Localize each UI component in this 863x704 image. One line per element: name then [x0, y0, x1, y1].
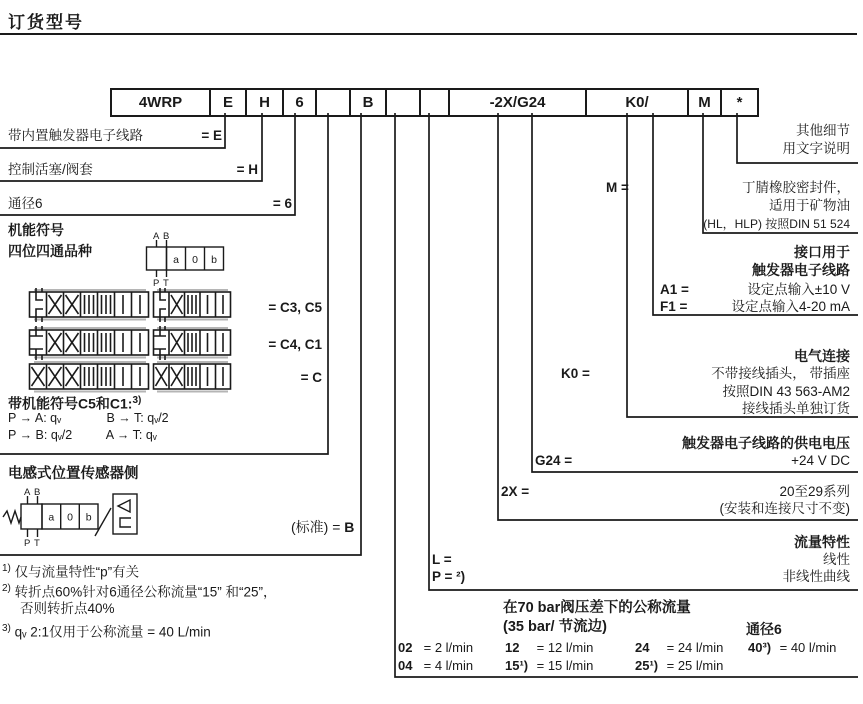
details-line1: 其他细节: [796, 123, 850, 138]
supply-heading: 触发器电子线路的供电电压: [682, 435, 850, 451]
flowtable-col4: [748, 639, 836, 657]
seals-line1: 丁腈橡胶密封件，: [742, 180, 850, 195]
flowchar-l-code: L =: [432, 552, 452, 567]
c5c1-heading-sup: 3): [132, 395, 142, 406]
code-cell-b: B: [349, 90, 385, 115]
interface-heading-2: 触发器电子线路: [752, 262, 850, 278]
seals-line3: (HL，HLP) 按照DIN 51 524: [703, 217, 850, 231]
footnote-2-text: 转折点60%针对6通径公称流量“15” 和“25”，: [14, 584, 277, 600]
code-cell-e: E: [209, 90, 245, 115]
sensor-heading: 电感式位置传感器侧: [8, 466, 139, 482]
interface-row-f1: [660, 298, 850, 316]
flow-value: = 24 l/min: [666, 640, 724, 655]
piston-label: 控制活塞/阀套: [8, 162, 93, 177]
svg-text:a: a: [173, 254, 179, 266]
flow-value: = 15 l/min: [536, 658, 594, 673]
electrical-heading: 电气连接: [794, 348, 850, 364]
electrical-line1: 不带接线插头， 带插座: [711, 366, 850, 381]
seals-line2: 适用于矿物油: [769, 198, 850, 213]
interface-a1-value: 设定点输入±10 V: [747, 282, 850, 297]
footnote-2b-text: 否则转折点40%: [20, 601, 115, 616]
interface-f1-value: 设定点输入4-20 mA: [731, 299, 850, 314]
symbols-heading-2: 四位四通品种: [8, 243, 92, 259]
code-cell-h: H: [245, 90, 282, 115]
series-line1: 20至29系列: [779, 484, 850, 499]
flow-value: = 25 l/min: [666, 658, 724, 673]
size-label: 通径6: [8, 196, 43, 211]
supply-code: G24 =: [535, 453, 573, 468]
electrical-line2: 按照DIN 43 563-AM2: [722, 384, 850, 399]
flowtable-col3: [635, 639, 723, 675]
details-line2: 用文字说明: [782, 141, 850, 156]
code-cell-type: 4WRP: [138, 94, 183, 111]
flowtable-size-heading: 通径6: [746, 621, 782, 637]
valve-symbol-row1-left: [28, 288, 151, 324]
code-cell-6: 6: [282, 90, 315, 115]
svg-text:T: T: [34, 538, 40, 548]
footnote-1-sup: 1): [2, 563, 11, 574]
footnote-2-sup: 2): [2, 583, 11, 594]
supply-value: +24 V DC: [791, 453, 850, 468]
code-cell-m: M: [687, 90, 720, 115]
valve-symbol-row3-left: [28, 360, 151, 396]
flow-code: 40³): [748, 640, 772, 655]
c5c1-r2c1: P → B: qᵥ/2: [8, 428, 73, 442]
footnote-1-text: 仅与流量特性“p”有关: [14, 564, 140, 580]
symbol-row3-value: = C: [300, 370, 322, 385]
flow-value: = 12 l/min: [536, 640, 594, 655]
svg-text:P: P: [24, 538, 31, 548]
sensor-standard-value: B: [344, 519, 355, 535]
svg-text:b: b: [211, 254, 217, 266]
electronics-label: 带内置触发器电子线路: [8, 128, 143, 143]
flowchar-p-code: P = ²): [432, 569, 466, 584]
svg-text:T: T: [163, 278, 169, 288]
row-piston: [8, 161, 258, 179]
seals-code: M =: [606, 180, 629, 195]
footnote-3-sup: 3): [2, 623, 11, 634]
piston-value: = H: [236, 162, 258, 177]
footnote-2b: [20, 600, 115, 618]
flowtable-heading-2: (35 bar/ 节流边): [503, 619, 607, 635]
electronics-value: = E: [201, 128, 222, 143]
flowtable-col2: [505, 639, 593, 675]
c5c1-r2c2: A → T: qᵥ: [105, 428, 157, 442]
svg-text:a: a: [48, 511, 55, 524]
flowtable-col1: [398, 639, 473, 675]
svg-text:A: A: [153, 231, 160, 242]
valve-symbol-row3-right: [152, 360, 232, 396]
footnote-1: [2, 560, 139, 582]
code-cell-star: *: [720, 90, 757, 115]
flow-code: 24: [635, 640, 650, 655]
series-line2: (安装和连接尺寸不变): [719, 501, 850, 516]
symbol-row2-value: = C4, C1: [268, 337, 322, 352]
code-cell-2xg24: -2X/G24: [448, 90, 585, 115]
flowchar-row-l: [432, 551, 850, 569]
interface-heading-1: 接口用于: [794, 244, 850, 260]
symbol-row1-value: = C3, C5: [268, 300, 322, 315]
c5c1-r1c1: P → A: qᵥ: [8, 411, 62, 425]
size-value: = 6: [272, 196, 292, 211]
c5c1-r1c2: B → T: qᵥ/2: [106, 411, 169, 425]
flow-value: = 40 l/min: [779, 640, 837, 655]
flowchar-p-value: 非线性曲线: [782, 569, 850, 584]
electrical-line3: 接线插头单独订货: [742, 401, 850, 416]
electrical-code: K0 =: [561, 366, 590, 381]
flow-code: 04: [398, 658, 413, 673]
flow-value: = 4 l/min: [423, 658, 474, 673]
flow-code: 12: [505, 640, 520, 655]
valve-symbol-row2-right: [152, 326, 232, 362]
interface-f1-code: F1 =: [660, 299, 688, 314]
footnote-2: [2, 580, 276, 602]
flowtable-heading-1: 在70 bar阀压差下的公称流量: [503, 600, 691, 616]
series-code: 2X =: [501, 484, 530, 499]
flow-code: 25¹): [635, 658, 659, 673]
interface-row-a1: [660, 281, 850, 299]
flow-code: 02: [398, 640, 413, 655]
flowchar-row-p: [432, 568, 850, 586]
spool-schematic: [144, 230, 236, 288]
valve-symbol-row1-right: [152, 288, 232, 324]
flow-code: 15¹): [505, 658, 529, 673]
c5c1-heading-text: 带机能符号C5和C1:: [8, 395, 133, 412]
svg-text:b: b: [85, 511, 92, 524]
symbols-heading-1: 机能符号: [8, 222, 64, 238]
flowchar-heading: 流量特性: [794, 534, 850, 550]
interface-a1-code: A1 =: [660, 282, 689, 297]
page-title: 订货型号: [8, 13, 84, 32]
svg-text:P: P: [153, 278, 160, 288]
flow-value: = 2 l/min: [423, 640, 474, 655]
svg-text:A: A: [24, 487, 31, 498]
valve-symbol-row2-left: [28, 326, 151, 362]
sensor-standard: [291, 517, 354, 537]
svg-text:B: B: [163, 231, 170, 242]
flowchar-l-value: 线性: [823, 552, 850, 567]
svg-text:0: 0: [67, 511, 73, 524]
svg-text:B: B: [34, 487, 41, 498]
c5c1-row1: [8, 410, 169, 427]
row-electronics: [8, 127, 222, 145]
sensor-schematic: [2, 484, 154, 548]
row-size: [8, 195, 292, 213]
footnote-3-text: qᵥ 2:1仅用于公称流量 = 40 L/min: [14, 624, 211, 640]
details-block: [783, 122, 851, 158]
footnote-3: [2, 620, 211, 642]
svg-text:0: 0: [192, 254, 198, 266]
sensor-standard-label: (标准) =: [291, 519, 341, 535]
code-cell-k0: K0/: [585, 90, 687, 115]
c5c1-row2: [8, 427, 157, 444]
